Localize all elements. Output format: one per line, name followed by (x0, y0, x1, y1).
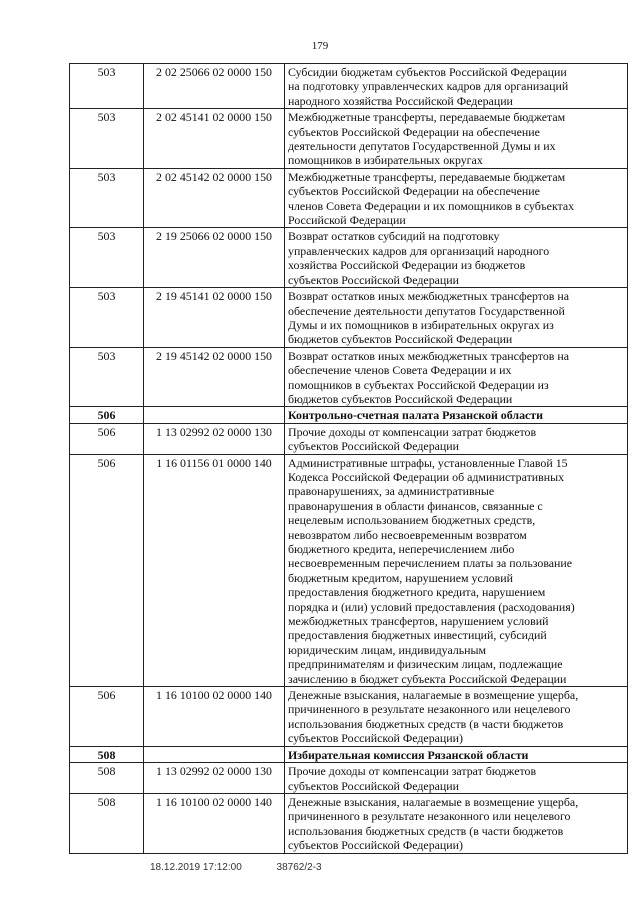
revenue-name-cell (285, 763, 628, 794)
revenue-code-cell: 1 16 10100 02 0000 140 (144, 793, 285, 853)
admin-code-cell: 503 (70, 109, 144, 169)
table-row (70, 288, 628, 348)
table-row (70, 687, 628, 747)
table-row (70, 168, 628, 228)
name-line: невозвратом либо несвоевременным возвратом (288, 527, 527, 542)
page-footer (150, 862, 322, 873)
revenue-codes-table (69, 63, 628, 854)
name-line: Возврат остатков субсидий на подготовку (288, 229, 500, 244)
admin-code-cell: 506 (70, 407, 144, 423)
name-line: Прочие доходы от компенсации затрат бюджетов (288, 764, 537, 779)
table-row (70, 423, 628, 454)
name-line: нецелевым использованием бюджетных средств, (288, 513, 536, 528)
revenue-code-cell: 2 02 25066 02 0000 150 (144, 64, 285, 109)
name-line: зачислению в бюджет субъекта Российской Федерации (288, 671, 567, 686)
admin-code-cell: 508 (70, 793, 144, 853)
table-row (70, 454, 628, 687)
admin-code-cell: 503 (70, 288, 144, 348)
revenue-name-cell (285, 454, 628, 687)
name-line: субъектов Российской Федерации на обеспечение (288, 184, 540, 199)
page-number: 179 (311, 40, 329, 52)
name-line: Субсидии бюджетам субъектов Российской Федерации (288, 65, 567, 79)
name-line: правонарушениях, за административные (288, 484, 495, 499)
table-row (70, 228, 628, 288)
revenue-name-cell (285, 168, 628, 228)
name-line: несвоевременным перечислением платы за пользование (288, 556, 573, 571)
name-line: Российской Федерации (288, 213, 406, 228)
name-line: помощников в субъектах Российской Федерации из (288, 377, 549, 392)
section-header-row (70, 746, 628, 762)
revenue-name-cell (285, 407, 628, 423)
name-line: бюджетов субъектов Российской Федерации (288, 391, 513, 406)
name-line: народного хозяйства Российской Федерации (288, 93, 513, 108)
name-line: Межбюджетные трансферты, передаваемые бюджетам (288, 169, 566, 184)
name-line: использования бюджетных средств (в части бюджетов (288, 716, 564, 731)
revenue-name-cell (285, 347, 628, 407)
name-line: причиненного в результате незаконного или нецелевого (288, 702, 571, 717)
name-line: субъектов Российской Федерации (288, 439, 460, 454)
name-line: Административные штрафы, установленные Главой 15 (288, 455, 568, 470)
revenue-code-cell: 1 13 02992 02 0000 130 (144, 763, 285, 794)
name-line: субъектов Российской Федерации (288, 272, 460, 287)
name-line: Денежные взыскания, налагаемые в возмещение ущерба, (288, 794, 579, 809)
name-line: Межбюджетные трансферты, передаваемые бюджетам (288, 110, 566, 125)
admin-code-cell: 503 (70, 168, 144, 228)
name-line: Думы и их помощников в избирательных округах из (288, 317, 554, 332)
name-line: предпринимателям и физическим лицам, подлежащие (288, 657, 563, 672)
name-line: хозяйства Российской Федерации из бюджетов (288, 258, 526, 273)
revenue-code-cell: 2 19 25066 02 0000 150 (144, 228, 285, 288)
name-line: Кодекса Российской Федерации об административных (288, 469, 565, 484)
revenue-name-cell (285, 64, 628, 109)
revenue-code-cell: 2 19 45141 02 0000 150 (144, 288, 285, 348)
admin-code-cell: 506 (70, 423, 144, 454)
table-row (70, 763, 628, 794)
admin-code-cell: 503 (70, 347, 144, 407)
admin-code-cell: 508 (70, 763, 144, 794)
name-line: субъектов Российской Федерации) (288, 838, 463, 853)
name-line: Денежные взыскания, налагаемые в возмещение ущерба, (288, 688, 579, 703)
revenue-name-cell (285, 288, 628, 348)
name-line: Контрольно-счетная палата Рязанской области (288, 408, 543, 423)
revenue-code-cell: 1 16 10100 02 0000 140 (144, 687, 285, 747)
name-line: бюджетов субъектов Российской Федерации (288, 332, 513, 347)
revenue-code-cell (144, 746, 285, 762)
name-line: юридическим лицам, индивидуальным (288, 642, 487, 657)
revenue-code-cell (144, 407, 285, 423)
name-line: предоставления бюджетного кредита, нарушением (288, 585, 546, 600)
table-body (70, 64, 628, 854)
footer-timestamp: 18.12.2019 17:12:00 (150, 862, 242, 873)
revenue-name-cell (285, 746, 628, 762)
table-row (70, 109, 628, 169)
name-line: помощников в избирательных округах (288, 153, 483, 168)
admin-code-cell: 506 (70, 454, 144, 687)
name-line: Избирательная комиссия Рязанской области (288, 747, 529, 762)
name-line: Возврат остатков иных межбюджетных трансфертов на (288, 289, 570, 304)
revenue-code-cell: 1 13 02992 02 0000 130 (144, 423, 285, 454)
revenue-code-cell: 2 02 45141 02 0000 150 (144, 109, 285, 169)
revenue-name-cell (285, 423, 628, 454)
name-line: обеспечение членов Совета Федерации и их (288, 363, 512, 378)
name-line: Прочие доходы от компенсации затрат бюджетов (288, 424, 537, 439)
name-line: предоставления бюджетных инвестиций, субсидий (288, 628, 547, 643)
footer-document-id: 38762/2-3 (276, 862, 322, 873)
name-line: членов Совета Федерации и их помощников в субъектах (288, 198, 575, 213)
name-line: управленческих кадров для организаций народного (288, 243, 550, 258)
revenue-name-cell (285, 687, 628, 747)
name-line: обеспечение деятельности депутатов Государственной (288, 303, 565, 318)
name-line: межбюджетных трансфертов, нарушением условий (288, 614, 549, 629)
revenue-name-cell (285, 228, 628, 288)
name-line: бюджетным кредитом, нарушением условий (288, 570, 513, 585)
name-line: использования бюджетных средств (в части бюджетов (288, 823, 564, 838)
revenue-code-cell: 2 19 45142 02 0000 150 (144, 347, 285, 407)
name-line: причиненного в результате незаконного или нецелевого (288, 809, 571, 824)
name-line: порядка и (или) условий предоставления (расходования) (288, 599, 575, 614)
revenue-name-cell (285, 793, 628, 853)
revenue-name-cell (285, 109, 628, 169)
section-header-row (70, 407, 628, 423)
admin-code-cell: 503 (70, 228, 144, 288)
name-line: субъектов Российской Федерации (288, 778, 460, 793)
admin-code-cell: 508 (70, 746, 144, 762)
revenue-code-cell: 1 16 01156 01 0000 140 (144, 454, 285, 687)
name-line: деятельности депутатов Государственной Думы и их (288, 139, 556, 154)
admin-code-cell: 506 (70, 687, 144, 747)
revenue-code-cell: 2 02 45142 02 0000 150 (144, 168, 285, 228)
table-row (70, 64, 628, 109)
table-row (70, 347, 628, 407)
name-line: бюджетного кредита, неперечислением либо (288, 542, 515, 556)
name-line: субъектов Российской Федерации на обеспечение (288, 124, 540, 139)
name-line: субъектов Российской Федерации) (288, 731, 463, 746)
name-line: правонарушения в области финансов, связанные с (288, 498, 543, 513)
name-line: на подготовку управленческих кадров для организаций (288, 79, 569, 94)
admin-code-cell: 503 (70, 64, 144, 109)
name-line: Возврат остатков иных межбюджетных трансфертов на (288, 348, 570, 363)
table-row (70, 793, 628, 853)
